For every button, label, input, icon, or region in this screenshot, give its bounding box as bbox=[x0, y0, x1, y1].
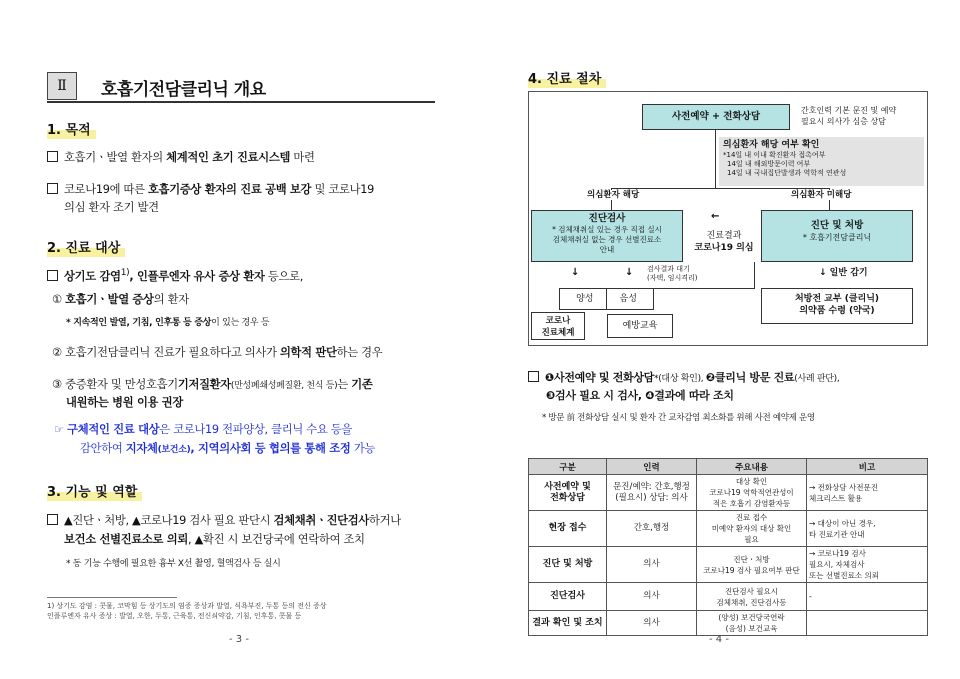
table-cell-c3: - bbox=[807, 583, 928, 611]
flow-arrow-down: ↓ bbox=[625, 267, 634, 278]
table-cell-c2: (양성) 보건당국연락 (음성) 보건교육 bbox=[697, 611, 807, 636]
flow-prescription-box: 처방전 교부 (클리닉) 의약품 수령 (약국) bbox=[761, 288, 913, 324]
section-header bbox=[47, 70, 435, 103]
flow-result-label: 진료결과 코로나19 의심 bbox=[694, 231, 754, 253]
checkbox-icon bbox=[47, 514, 58, 525]
flow-arrow-down: ↓ bbox=[571, 267, 580, 278]
page-number: - 3 - bbox=[229, 634, 249, 645]
target-item-1: ① 호흡기ㆍ발열 증상의 환자 bbox=[52, 293, 189, 306]
steps-note: * 방문 前 전화상담 실시 및 환자 간 교차감염 최소화를 위해 사전 예약제 운영 bbox=[542, 413, 815, 423]
table-cell-c3: → 대상이 아닌 경우, 타 진료기관 안내 bbox=[807, 511, 928, 547]
target-note-blue-2: 감안하여 지자체(보건소), 지역의사회 등 협의를 통해 조정 가능 bbox=[80, 442, 376, 455]
checkbox-icon bbox=[528, 371, 539, 382]
flow-return-line-v bbox=[754, 262, 755, 289]
table-row bbox=[529, 475, 928, 511]
table-row bbox=[529, 611, 928, 636]
table-header: 구분 bbox=[529, 459, 607, 475]
target-item-3: ③ 중증환자 및 만성호흡기기저질환자(만성폐쇄성폐질환, 천식 등)는 기존 bbox=[52, 378, 373, 391]
table-cell-c2: 진단검사 필요시 검체채취, 진단검사등 bbox=[697, 583, 807, 611]
table-cell-c1: 의사 bbox=[607, 547, 697, 583]
footnote-2: 인플루엔자 유사 증상 : 발열, 오한, 두통, 근육통, 전신쇠약감, 기침, 인후통, 콧물 등 bbox=[47, 612, 302, 620]
target-item-1-note: * 지속적인 발열, 기침, 인후통 등 증상이 있는 경우 등 bbox=[66, 318, 270, 328]
steps-line-1: ❶사전예약 및 전화상담*(대상 확인), ❷클리닉 방문 진료(사례 판단), bbox=[528, 370, 839, 387]
flow-general-cold: ↓ 일반 감기 bbox=[819, 268, 868, 278]
flow-label-suspected: 의심환자 해당 bbox=[587, 190, 640, 200]
checkbox-icon bbox=[47, 151, 58, 162]
flow-reservation-note-2: 필요시 의사가 심층 상담 bbox=[801, 117, 886, 126]
target-note-blue-1: ☞ 구체적인 진료 대상은 코로나19 전파양상, 클리닉 수요 등을 bbox=[54, 423, 353, 436]
flow-arrow-left: ← bbox=[711, 211, 720, 222]
page-4 bbox=[480, 0, 960, 679]
table-cell-c1: 문진/예약: 간호,행정 (필요시) 상담: 의사 bbox=[607, 475, 697, 511]
table-header: 인력 bbox=[607, 459, 697, 475]
checkbox-icon bbox=[47, 270, 58, 281]
table-row bbox=[529, 547, 928, 583]
checkbox-icon bbox=[47, 183, 58, 194]
table-cell-c1: 의사 bbox=[607, 583, 697, 611]
table-row bbox=[529, 511, 928, 547]
function-note: * 동 기능 수행에 필요한 흉부 X선 촬영, 혈액검사 등 실시 bbox=[66, 559, 281, 569]
footnote-divider bbox=[47, 597, 177, 598]
table-cell-c2: 진료 접수 미예약 환자의 대상 확인 필요 bbox=[697, 511, 807, 547]
section-title: 호흡기전담클리닉 개요 bbox=[101, 80, 266, 100]
table-cell-c1: 간호,행정 bbox=[607, 511, 697, 547]
table-row bbox=[529, 583, 928, 611]
table-cell-c2: 진단ㆍ처방 코로나19 검사 필요여부 판단 bbox=[697, 547, 807, 583]
table-cell-c1: 의사 bbox=[607, 611, 697, 636]
flowchart bbox=[528, 91, 928, 346]
target-line-1: 상기도 감염$^{1)}$, 인플루엔자 유사 증상 환자 등으로, bbox=[47, 265, 303, 285]
table-cell-c3 bbox=[807, 611, 928, 636]
subheading-target: 2. 진료 대상 bbox=[47, 237, 125, 257]
subheading-procedure: 4. 진료 절차 bbox=[528, 68, 606, 88]
table-cell-c2: 대상 확인 코로나19 역학적연관성이 적은 호흡기 감염환자등 bbox=[697, 475, 807, 511]
purpose-line-3: 의심 환자 조기 발견 bbox=[64, 201, 159, 214]
flow-diagnosis-box: 진단 및 처방 * 호흡기전담클리닉 bbox=[761, 210, 913, 262]
flow-split-line bbox=[611, 188, 829, 189]
table-cell-c0: 진단 및 처방 bbox=[529, 547, 607, 583]
flow-label-not-suspected: 의심환자 미해당 bbox=[791, 190, 852, 200]
flow-return-line bbox=[654, 288, 754, 289]
flow-covid-system-box: 코로나 진료체계 bbox=[531, 312, 585, 340]
table-cell-c0: 현장 접수 bbox=[529, 511, 607, 547]
flow-connector bbox=[715, 130, 716, 188]
purpose-line-2: 코로나19에 따른 호흡기증상 환자의 진료 공백 보강 및 코로나19 bbox=[47, 182, 374, 198]
table-cell-c0: 결과 확인 및 조치 bbox=[529, 611, 607, 636]
flow-reservation-note-1: 간호인력 기본 문진 및 예약 bbox=[801, 106, 897, 115]
subheading-function: 3. 기능 및 역할 bbox=[47, 481, 142, 501]
purpose-line-1: 호흡기ㆍ발열 환자의 체계적인 초기 진료시스템 마련 bbox=[47, 150, 315, 166]
flow-test-box: 진단검사 * 검체채취실 있는 경우 직접 실시 검체채취실 없는 경우 선별진료소 안내 bbox=[531, 210, 683, 262]
flow-check-box: 의심환자 해당 여부 확인 *14일 내 이내 확진환자 접촉여부 14일 내 해외방문이력 여부 14일 내 국내집단발생과 역학적 연관성 bbox=[719, 137, 924, 186]
target-item-2: ② 호흡기전담클리닉 진료가 필요하다고 의사가 의학적 판단하는 경우 bbox=[52, 346, 383, 359]
flow-wait-note: 검사결과 대기 (자택, 임시격리) bbox=[647, 265, 698, 282]
target-item-3-cont: 내원하는 병원 이용 권장 bbox=[66, 396, 184, 409]
function-line-1: ▲진단ㆍ처방, ▲코로나19 검사 필요 판단시 검체채취ㆍ진단검사하거나 bbox=[47, 513, 401, 529]
table-header-row bbox=[529, 459, 928, 475]
table-cell-c3: → 코로나19 검사 필요시, 자체검사 또는 선별진료소 의뢰 bbox=[807, 547, 928, 583]
subheading-purpose: 1. 목적 bbox=[47, 119, 96, 139]
function-line-2: 보건소 선별진료소로 의뢰, ▲확진 시 보건당국에 연락하여 조치 bbox=[64, 533, 365, 546]
table-cell-c0: 진단검사 bbox=[529, 583, 607, 611]
flow-posneg-box: 양성 음성 bbox=[559, 288, 654, 310]
footnote-1: 1) 상기도 감염 : 콧물, 코막힘 등 상기도의 염증 증상과 발열, 식욕부진, 두통 등의 전신 증상 bbox=[47, 602, 327, 610]
flow-reservation-box: 사전예약 + 전화상담 bbox=[642, 104, 790, 130]
flow-posneg-divider bbox=[606, 288, 607, 310]
table-header: 주요내용 bbox=[697, 459, 807, 475]
flow-prevention-box: 예방교육 bbox=[607, 314, 673, 338]
table-cell-c0: 사전예약 및 전화상담 bbox=[529, 475, 607, 511]
steps-line-2: ❸검사 필요 시 검사, ❹결과에 따라 조치 bbox=[546, 389, 734, 402]
table-header: 비고 bbox=[807, 459, 928, 475]
roles-table bbox=[528, 458, 928, 636]
table-cell-c3: → 전화상담 사전문진 체크리스트 활용 bbox=[807, 475, 928, 511]
section-number: Ⅱ bbox=[47, 72, 77, 100]
page-number: - 4 - bbox=[709, 634, 729, 645]
